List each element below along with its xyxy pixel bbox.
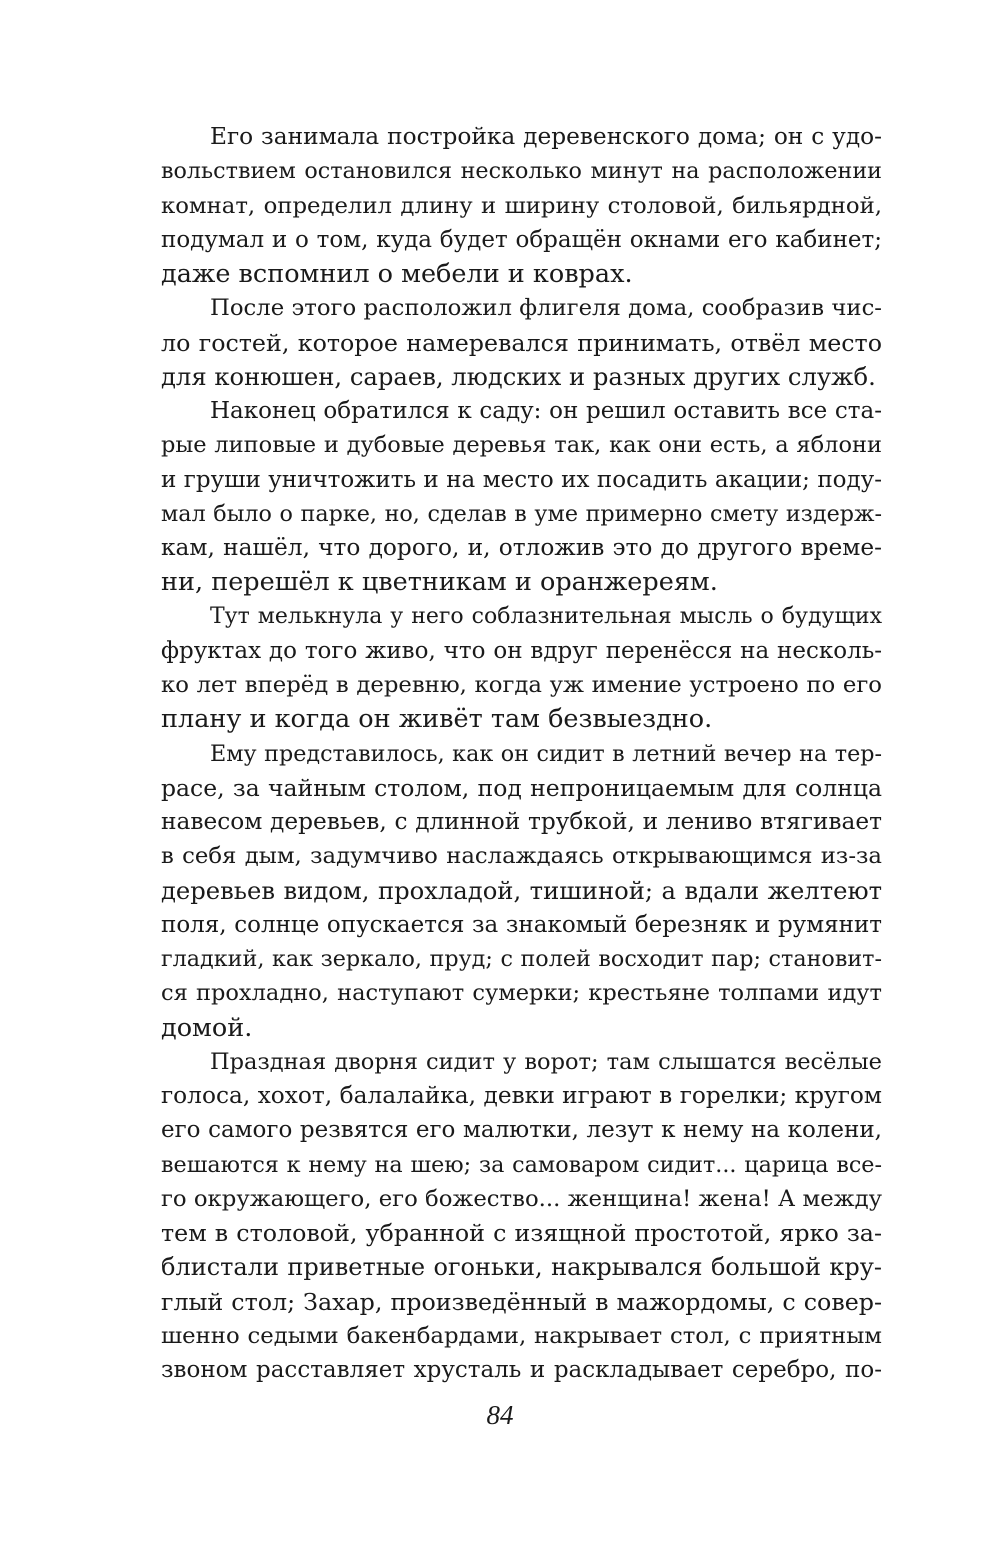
- text-line: в себя дым, задумчиво наслаждаясь открывающимся из-за: [161, 843, 882, 870]
- text-line: расе, за чайным столом, под непроницаемым для солнца: [161, 773, 882, 802]
- text-line: и груши уничтожить и на место их посадить акации; поду-: [161, 466, 882, 493]
- text-line: мал было о парке, но, сделав в уме примерно смету издерж-: [161, 500, 882, 527]
- text-line: фруктах до того живо, что он вдруг перенёсся на несколь-: [161, 637, 882, 664]
- text-line: голоса, хохот, балалайка, девки играют в горелки; кругом: [161, 1082, 882, 1109]
- text-line: кам, нашёл, что дорого, и, отложив это до другого време-: [161, 534, 882, 561]
- body-text: [161, 120, 882, 1387]
- text-line: ни, перешёл к цветникам и оранжереям.: [161, 567, 718, 598]
- text-line: плану и когда он живёт там безвыездно.: [161, 704, 713, 735]
- text-line: ся прохладно, наступают сумерки; крестьяне толпами идут: [161, 980, 882, 1007]
- text-line: звоном расставляет хрусталь и раскладывает серебро, по-: [161, 1357, 882, 1383]
- text-line: вешаются к нему на шею; за самоваром сидит... царица все-: [161, 1151, 882, 1178]
- text-line: для конюшен, сараев, людских и разных других служб.: [161, 361, 876, 391]
- text-line: Его занимала постройка деревенского дома; он с удо-: [210, 123, 882, 150]
- text-line: шенно седыми бакенбардами, накрывает стол, с приятным: [161, 1322, 882, 1349]
- text-line: Наконец обратился к саду: он решил оставить все ста-: [210, 398, 882, 424]
- text-line: глый стол; Захар, произведённый в мажордомы, с совер-: [161, 1287, 882, 1316]
- text-line: вольствием остановился несколько минут на расположении: [161, 158, 882, 185]
- page-number: 84: [486, 1400, 514, 1430]
- text-line: навесом деревьев, с длинной трубкой, и лениво втягивает: [161, 808, 882, 835]
- text-line: блистали приветные огоньки, накрывался большой кру-: [161, 1253, 882, 1282]
- text-line: домой.: [161, 1012, 253, 1043]
- text-line: Праздная дворня сидит у ворот; там слышатся весёлые: [210, 1048, 882, 1075]
- text-line: комнат, определил длину и ширину столовой, бильярдной,: [161, 192, 882, 219]
- text-line: ко лет вперёд в деревню, когда уж имение устроено по его: [161, 672, 882, 698]
- text-line: деревьев видом, прохладой, тишиной; а вдали желтеют: [161, 875, 882, 905]
- text-line: рые липовые и дубовые деревья так, как они есть, а яблони: [161, 432, 882, 459]
- text-line: После этого расположил флигеля дома, сообразив чис-: [210, 295, 882, 322]
- text-line: тем в столовой, убранной с изящной простотой, ярко за-: [161, 1219, 882, 1247]
- text-line: Тут мелькнула у него соблазнительная мысль о будущих: [210, 603, 882, 629]
- text-line: Ему представилось, как он сидит в летний вечер на тер-: [210, 740, 882, 767]
- text-line: его самого резвятся его малютки, лезут к нему на колени,: [161, 1117, 882, 1144]
- text-line: гладкий, как зеркало, пруд; с полей восходит пар; становит-: [161, 946, 882, 972]
- text-line: го окружающего, его божество... женщина! жена! А между: [161, 1185, 882, 1212]
- text-line: даже вспомнил о мебели и коврах.: [161, 259, 633, 289]
- text-line: поля, солнце опускается за знакомый березняк и румянит: [161, 911, 882, 938]
- text-line: подумал и о том, куда будет обращён окнами его кабинет;: [161, 226, 882, 253]
- text-line: ло гостей, которое намеревался принимать, отвёл место: [161, 328, 882, 357]
